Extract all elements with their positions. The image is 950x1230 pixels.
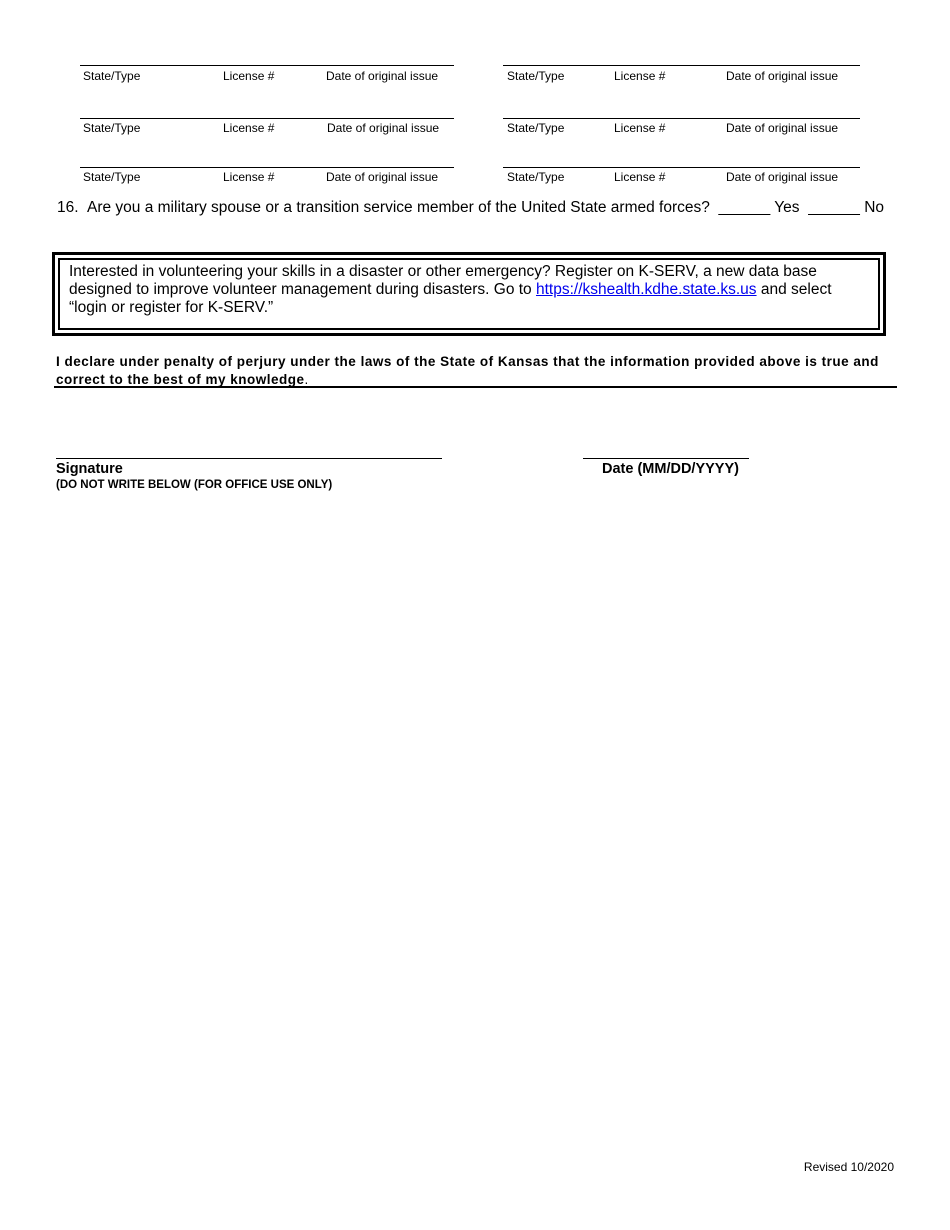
state-type-label: State/Type: [83, 121, 141, 135]
declaration-period: .: [304, 371, 309, 387]
date-original-issue-label: Date of original issue: [726, 170, 839, 184]
date-original-issue-label: Date of original issue: [726, 121, 839, 135]
license-line-right-3[interactable]: [503, 167, 860, 168]
revised-date: Revised 10/2020: [803, 1160, 894, 1174]
license-number-label: License #: [223, 121, 275, 135]
license-number-label: License #: [614, 69, 666, 83]
signature-label: Signature: [56, 461, 123, 477]
kserv-notice-text: [69, 263, 859, 317]
no-label: No: [864, 199, 885, 216]
kserv-text-before: Interested in volunteering your skills in a disaster or other emergency? Register on K-SERV, a new data base designed to improve volunteer management during disasters. Go to: [69, 263, 817, 298]
declaration-text: I declare under penalty of perjury under the laws of the State of Kansas that the information provided above is true and correct to the best of my knowledge: [56, 354, 879, 387]
license-line-left-1[interactable]: [80, 65, 454, 66]
state-type-label: State/Type: [83, 69, 141, 83]
license-line-left-2[interactable]: [80, 118, 454, 119]
date-original-issue-label: Date of original issue: [326, 170, 439, 184]
date-original-issue-label: Date of original issue: [326, 69, 439, 83]
yes-label: Yes: [774, 199, 800, 216]
question-text: Are you a military spouse or a transition service member of the United State armed forces?: [87, 199, 710, 216]
state-type-label: State/Type: [507, 170, 565, 184]
date-line[interactable]: [583, 458, 749, 459]
declaration-divider: [54, 386, 897, 388]
question-number: 16.: [57, 199, 79, 216]
state-type-label: State/Type: [507, 69, 565, 83]
kserv-text-after: and select “login or register for K-SERV.”: [69, 281, 832, 316]
license-number-label: License #: [223, 170, 275, 184]
license-number-label: License #: [614, 121, 666, 135]
yes-blank[interactable]: ______: [718, 199, 771, 216]
kserv-link[interactable]: https://kshealth.kdhe.state.ks.us: [535, 281, 757, 298]
license-line-right-2[interactable]: [503, 118, 860, 119]
license-number-label: License #: [223, 69, 275, 83]
state-type-label: State/Type: [83, 170, 141, 184]
state-type-label: State/Type: [507, 121, 565, 135]
no-blank[interactable]: ______: [808, 199, 860, 216]
perjury-declaration: [56, 353, 886, 388]
date-label: Date (MM/DD/YYYY): [602, 461, 739, 477]
date-original-issue-label: Date of original issue: [726, 69, 839, 83]
question-16: [57, 199, 884, 217]
date-original-issue-label: Date of original issue: [327, 121, 440, 135]
license-line-right-1[interactable]: [503, 65, 860, 66]
license-line-left-3[interactable]: [80, 167, 454, 168]
office-use-only-note: (DO NOT WRITE BELOW (FOR OFFICE USE ONLY): [56, 479, 333, 491]
signature-line[interactable]: [56, 458, 442, 459]
license-number-label: License #: [614, 170, 666, 184]
kserv-notice-box: [52, 252, 886, 336]
